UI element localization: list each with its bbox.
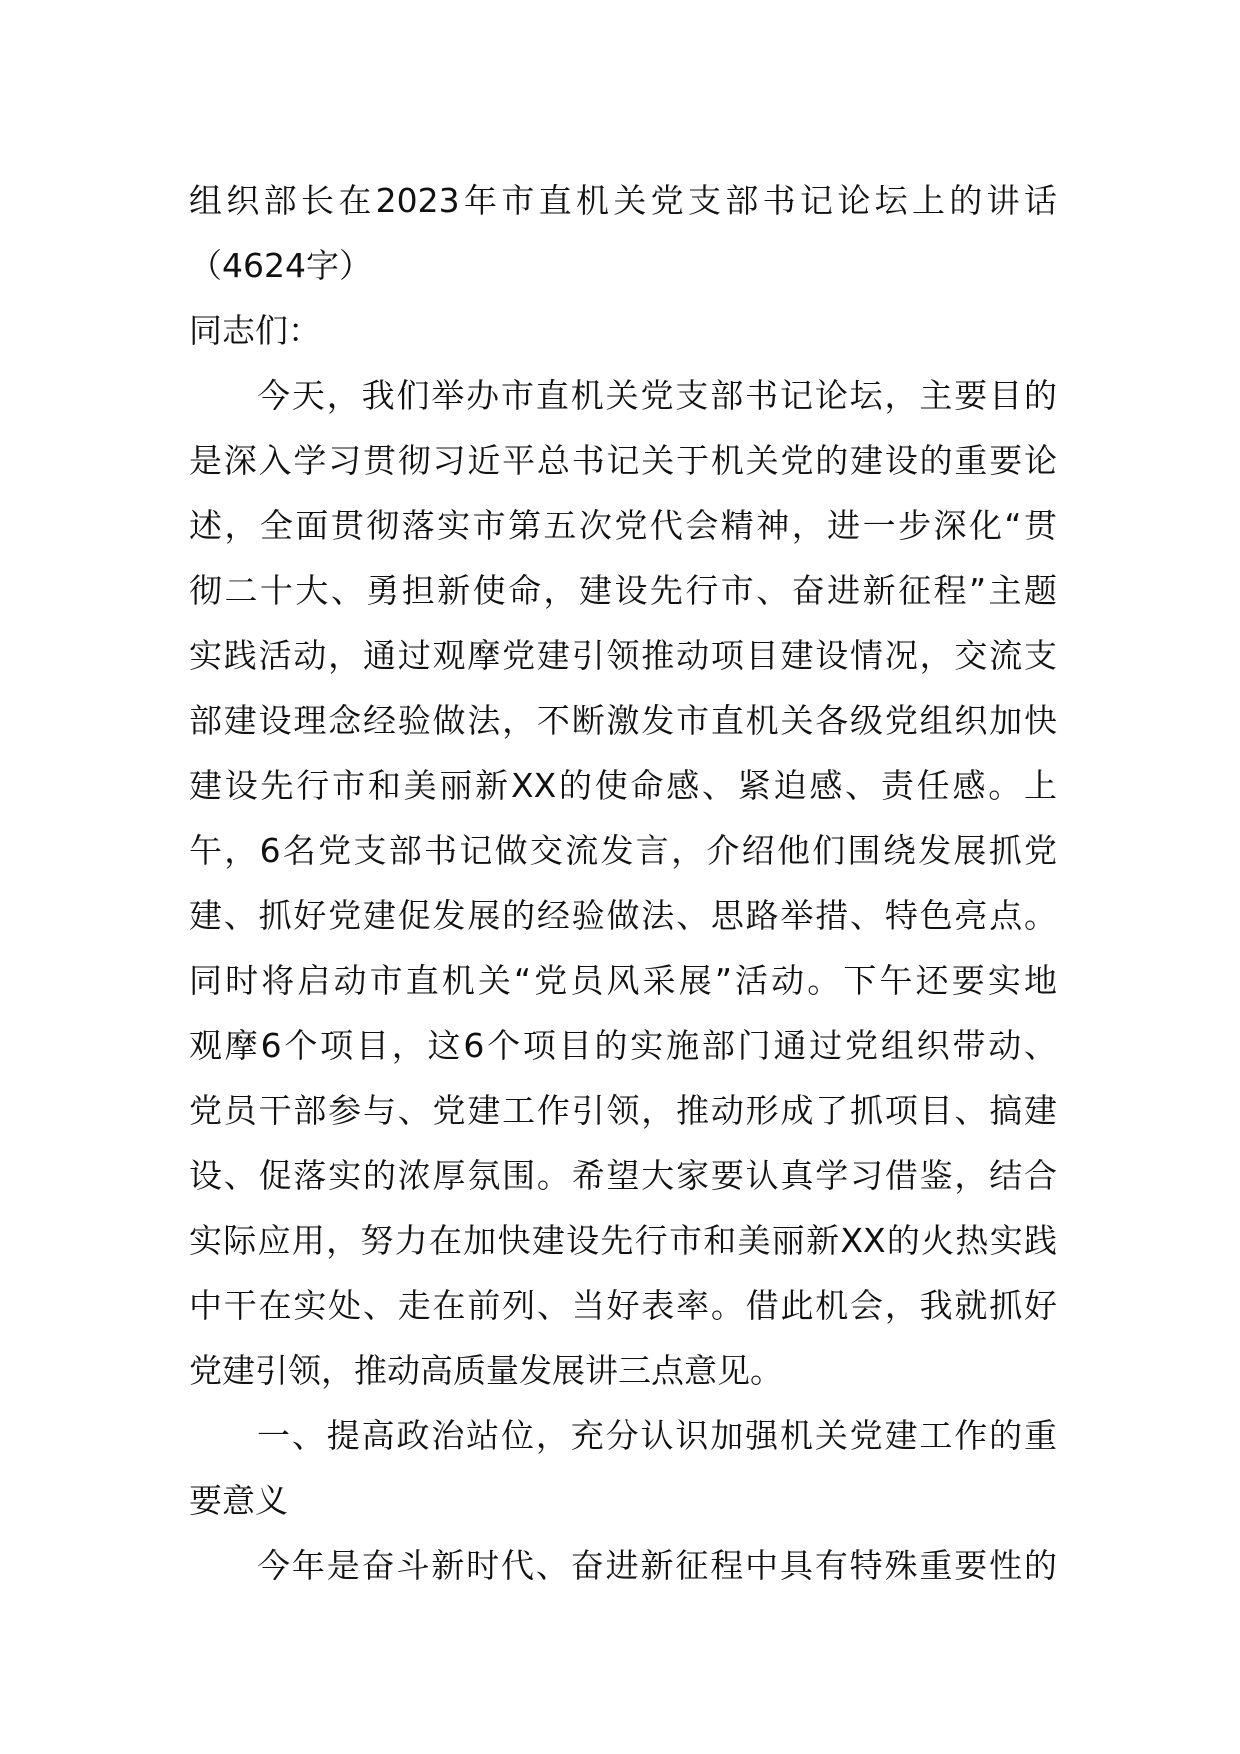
paragraph-line: 中干在实处、走在前列、当好表率。借此机会，我就抓好 [189, 1286, 1057, 1325]
paragraph-line: 建设先行市和美丽新XX的使命感、紧迫感、责任感。上 [189, 766, 1057, 805]
paragraph-line: 建、抓好党建促发展的经验做法、思路举措、特色亮点。 [189, 896, 1057, 935]
salutation: 同志们： [189, 311, 321, 350]
paragraph-line: 今天，我们举办市直机关党支部书记论坛，主要目的 [257, 376, 1057, 415]
paragraph-line: 午，6名党支部书记做交流发言，介绍他们围绕发展抓党 [189, 831, 1057, 870]
paragraph-line: 部建设理念经验做法，不断激发市直机关各级党组织加快 [189, 701, 1057, 740]
paragraph-1 [189, 363, 1057, 1403]
heading-line: 要意义 [189, 1481, 288, 1520]
paragraph-line: 实际应用，努力在加快建设先行市和美丽新XX的火热实践 [189, 1221, 1057, 1260]
document-title-line-2: （4624字） [189, 246, 372, 285]
paragraph-line: 同时将启动市直机关“党员风采展”活动。下午还要实地 [189, 961, 1057, 1000]
paragraph-line: 观摩6个项目，这6个项目的实施部门通过党组织带动、 [189, 1026, 1057, 1065]
paragraph-line: 党建引领，推动高质量发展讲三点意见。 [189, 1351, 783, 1390]
heading-line: 一、提高政治站位，充分认识加强机关党建工作的重 [257, 1416, 1057, 1455]
paragraph-2 [189, 1533, 1057, 1598]
paragraph-line: 彻二十大、勇担新使命，建设先行市、奋进新征程”主题 [189, 571, 1057, 610]
paragraph-line: 党员干部参与、党建工作引领，推动形成了抓项目、搞建 [189, 1091, 1057, 1130]
paragraph-line: 设、促落实的浓厚氛围。希望大家要认真学习借鉴，结合 [189, 1156, 1057, 1195]
section-heading-1 [189, 1403, 1057, 1533]
document-title-line-1: 组织部长在2023年市直机关党支部书记论坛上的讲话 [189, 181, 1057, 220]
paragraph-line: 是深入学习贯彻习近平总书记关于机关党的建设的重要论 [189, 441, 1057, 480]
paragraph-line: 今年是奋斗新时代、奋进新征程中具有特殊重要性的 [257, 1546, 1057, 1585]
document-page [189, 168, 1057, 1598]
paragraph-line: 述，全面贯彻落实市第五次党代会精神，进一步深化“贯 [189, 506, 1057, 545]
paragraph-line: 实践活动，通过观摩党建引领推动项目建设情况，交流支 [189, 636, 1057, 675]
